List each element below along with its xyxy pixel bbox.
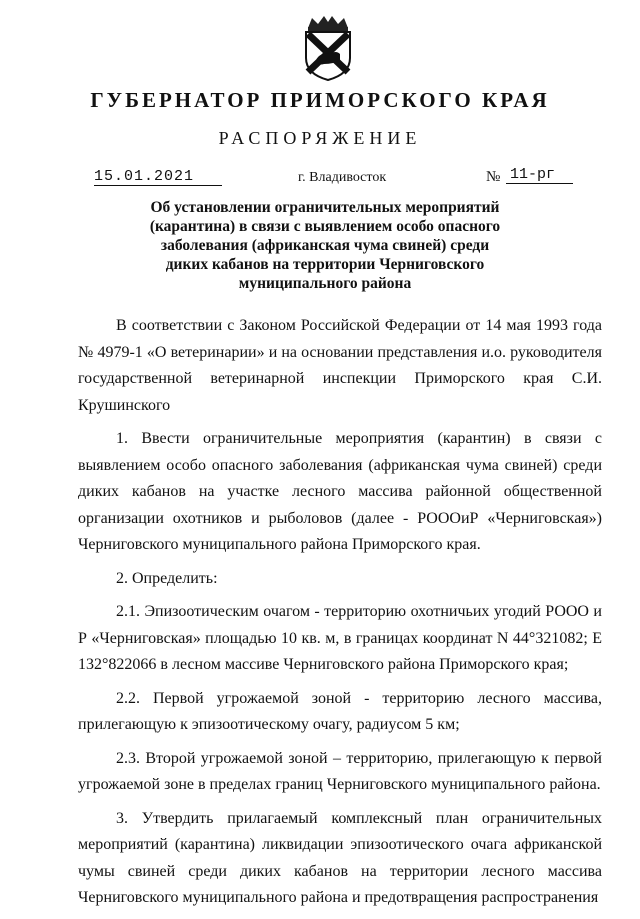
- number-label: №: [486, 169, 501, 185]
- paragraph-2-3: 2.3. Второй угрожаемой зоной – территорию, прилегающую к первой угрожаемой зоне в пределах границ Черниговского муниципального района.: [78, 749, 602, 793]
- paragraph-preamble: В соответствии с Законом Российской Федерации от 14 мая 1993 года № 4979-1 «О ветеринарии» и на основании представления и.о. руководителя государственной ветеринарной инспекции Приморского края С.И. Крушинского: [78, 317, 602, 414]
- paragraph-3: 3. Утвердить прилагаемый комплексный план ограничительных мероприятий (карантина) ликвидации эпизоотического очага африканской чумы свиней среди диких кабанов на территории лесного массива Черниговского муниципального района и предотвращения распространения: [78, 809, 602, 906]
- paragraph-2-1: 2.1. Эпизоотическим очагом - территорию охотничьих угодий РООО и Р «Черниговская» площадью 10 кв. м, в границах координат N 44°321082; E 132°822066 в лесном массиве Черниговского района Приморского края;: [78, 603, 602, 673]
- paragraph-2: 2. Определить:: [116, 569, 218, 587]
- issuer-title: ГУБЕРНАТОР ПРИМОРСКОГО КРАЯ: [90, 88, 550, 112]
- document-date: 15.01.2021: [94, 168, 222, 186]
- document-heading: Об установлении ограничительных мероприятий (карантина) в связи с выявлением особо опасного заболевания (африканская чума свиней) среди диких кабанов на территории Черниговского муниципального района: [149, 199, 501, 292]
- document-type: РАСПОРЯЖЕНИЕ: [218, 128, 422, 148]
- paragraph-1: 1. Ввести ограничительные мероприятия (карантин) в связи с выявлением особо опасного заболевания (африканская чума свиней) среди диких кабанов на участке лесного массива районной общественной организации охотников и рыболовов (далее - РОООиР «Черниговская») Черниговского муниципального района Приморского края.: [78, 430, 602, 553]
- document-number: 11-рг: [506, 166, 573, 184]
- paragraph-2-2: 2.2. Первой угрожаемой зоной - территорию лесного массива, прилегающую к эпизоотическому очагу, радиусом 5 км;: [78, 689, 602, 733]
- document-body: [78, 313, 602, 919]
- document-city: г. Владивосток: [298, 170, 387, 185]
- coat-of-arms-emblem: [300, 14, 356, 82]
